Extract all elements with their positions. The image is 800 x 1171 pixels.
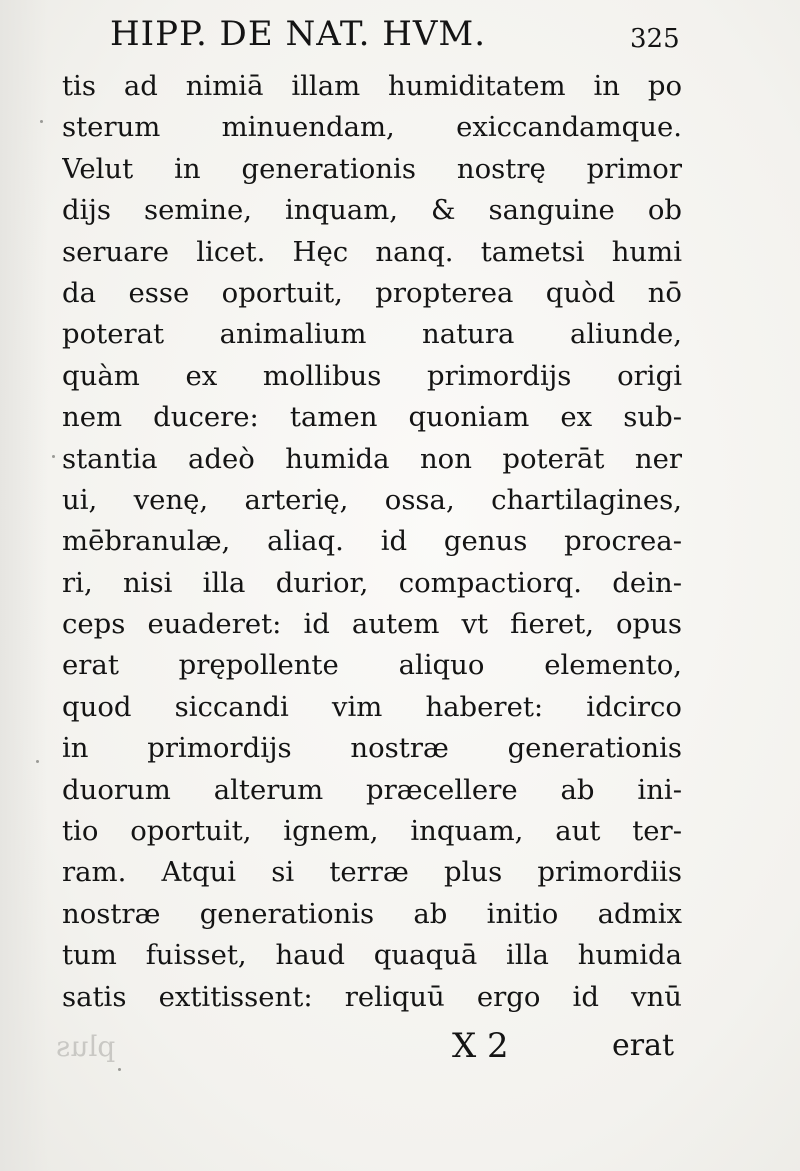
text-line: poterat animalium natura aliunde,	[62, 318, 682, 351]
ink-speck	[52, 455, 55, 458]
text-line: dijs semine, inquam, & sanguine ob	[62, 194, 682, 227]
text-line: quod siccandi vim haberet: idcirco	[62, 690, 682, 723]
signature-mark: X 2	[452, 1026, 509, 1066]
catchword: erat	[612, 1028, 675, 1063]
page-number: 325	[630, 24, 680, 54]
page-header	[110, 10, 680, 60]
text-line: ram. Atqui si terræ plus primordiis	[62, 856, 682, 889]
ink-speck	[118, 1068, 121, 1071]
text-line: ri, nisi illa durior, compactiorq. dein-	[62, 566, 682, 599]
text-line: ui, venę, arterię, ossa, chartilagines,	[62, 483, 682, 516]
text-line: tis ad nimiā illam humiditatem in po	[62, 70, 682, 102]
text-line: erat prępollente aliquo elemento,	[62, 649, 682, 682]
running-head: HIPP. DE NAT. HVM.	[110, 14, 487, 54]
ink-speck	[36, 760, 39, 763]
text-line: seruare licet. Hęc nanq. tametsi humi	[62, 235, 682, 268]
gutter-shadow	[0, 0, 48, 1171]
text-line: tum fuisset, haud quaquā illa humida	[62, 939, 682, 972]
text-line: tio oportuit, ignem, inquam, aut ter-	[62, 815, 682, 848]
text-line: in primordijs nostræ generationis	[62, 732, 682, 765]
text-line: stantia adeò humida non poterāt ner	[62, 442, 682, 475]
text-line: Velut in generationis nostrę primor	[62, 152, 682, 185]
text-line: quàm ex mollibus primordijs origi	[62, 359, 682, 392]
text-line: sterum minuendam, exiccandamque.	[62, 111, 682, 144]
bleed-through-text: plus	[56, 1030, 116, 1063]
text-line: nostræ generationis ab initio admix	[62, 897, 682, 930]
text-line: nem ducere: tamen quoniam ex sub-	[62, 401, 682, 434]
body-text	[62, 66, 682, 1018]
text-line: duorum alterum præcellere ab ini-	[62, 773, 682, 806]
ink-speck	[40, 120, 43, 123]
text-line: mēbranulæ, aliaq. id genus procrea-	[62, 525, 682, 558]
page-footer	[0, 1020, 800, 1080]
text-line: ceps euaderet: id autem vt fieret, opus	[62, 608, 682, 641]
text-line: da esse oportuit, propterea quòd nō	[62, 276, 682, 309]
text-line: satis extitissent: reliquū ergo id vnū	[62, 980, 682, 1013]
